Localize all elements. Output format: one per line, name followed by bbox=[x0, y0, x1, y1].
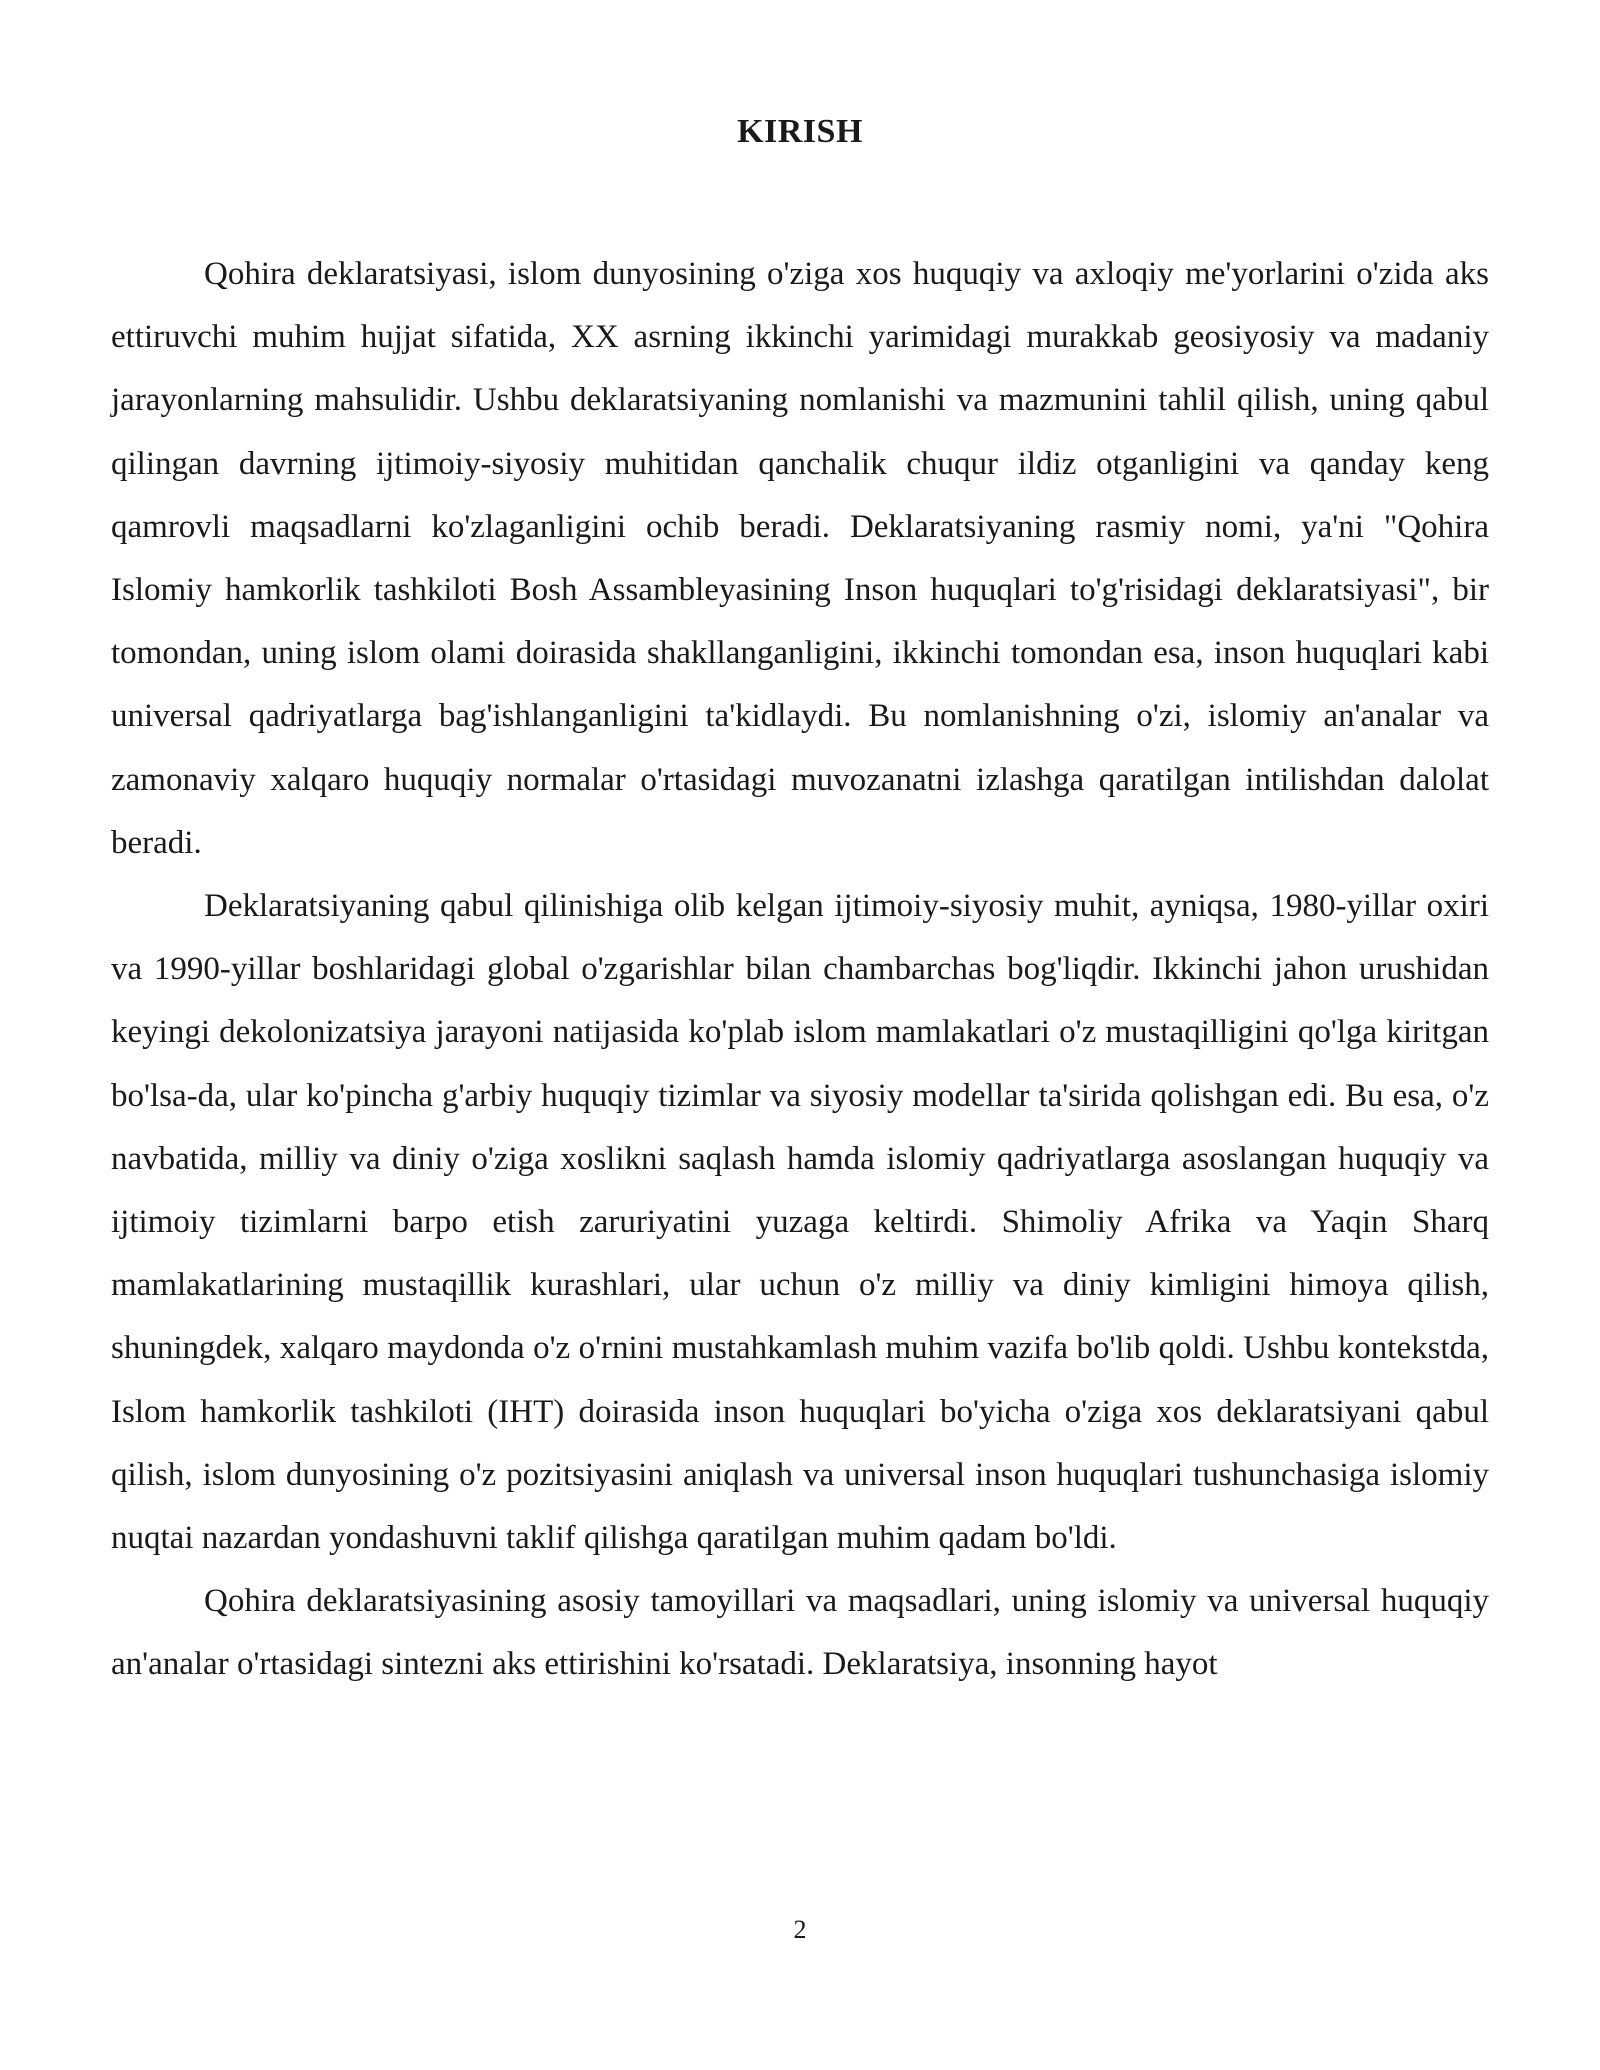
body-text bbox=[111, 243, 1489, 1697]
page-number: 2 bbox=[793, 1915, 807, 1944]
paragraph: Qohira deklaratsiyasi, islom dunyosining o'ziga xos huquqiy va axloqiy me'yorlarini o'zida aks ettiruvchi muhim hujjat sifatida, XX asrning ikkinchi yarimidagi murakkab geosiyosiy va madaniy jarayonlarning mahsulidir. Ushbu deklaratsiyaning nomlanishi va mazmunini tahlil qilish, uning qabul qilingan davrning ijtimoiy-siyosiy muhitidan qanchalik chuqur ildiz otganligini va qanday keng qamrovli maqsadlarni ko'zlaganligini ochib beradi. Deklaratsiyaning rasmiy nomi, ya'ni "Qohira Islomiy hamkorlik tashkiloti Bosh Assambleyasining Inson huquqlari to'g'risidagi deklaratsiyasi", bir tomondan, uning islom olami doirasida shakllanganligini, ikkinchi tomondan esa, inson huquqlari kabi universal qadriyatlarga bag'ishlanganligini ta'kidlaydi. Bu nomlanishning o'zi, islomiy an'analar va zamonaviy xalqaro huquqiy normalar o'rtasidagi muvozanatni izlashga qaratilgan intilishdan dalolat beradi. bbox=[111, 256, 1489, 861]
paragraph: Deklaratsiyaning qabul qilinishiga olib kelgan ijtimoiy-siyosiy muhit, ayniqsa, 1980-yillar oxiri va 1990-yillar boshlaridagi global o'zgarishlar bilan chambarchas bog'liqdir. Ikkinchi jahon urushidan keyingi dekolonizatsiya jarayoni natijasida ko'plab islom mamlakatlari o'z mustaqilligini qo'lga kiritgan bo'lsa-da, ular ko'pincha g'arbiy huquqiy tizimlar va siyosiy modellar ta'sirida qolishgan edi. Bu esa, o'z navbatida, milliy va diniy o'ziga xoslikni saqlash hamda islomiy qadriyatlarga asoslangan huquqiy va ijtimoiy tizimlarni barpo etish zaruriyatini yuzaga keltirdi. Shimoliy Afrika va Yaqin Sharq mamlakatlarining mustaqillik kurashlari, ular uchun o'z milliy va diniy kimligini himoya qilish, shuningdek, xalqaro maydonda o'z o'rnini mustahkamlash muhim vazifa bo'lib qoldi. Ushbu kontekstda, Islom hamkorlik tashkiloti (IHT) doirasida inson huquqlari bo'yicha o'ziga xos deklaratsiyani qabul qilish, islom dunyosining o'z pozitsiyasini aniqlash va universal inson huquqlari tushunchasiga islomiy nuqtai nazardan yondashuvni taklif qilishga qaratilgan muhim qadam bo'ldi. bbox=[111, 888, 1489, 1557]
paragraph: Qohira deklaratsiyasining asosiy tamoyillari va maqsadlari, uning islomiy va universal huquqiy an'analar o'rtasidagi sintezni aks ettirishini ko'rsatadi. Deklaratsiya, insonning hayot bbox=[111, 1583, 1489, 1683]
page-title: KIRISH bbox=[737, 113, 863, 150]
